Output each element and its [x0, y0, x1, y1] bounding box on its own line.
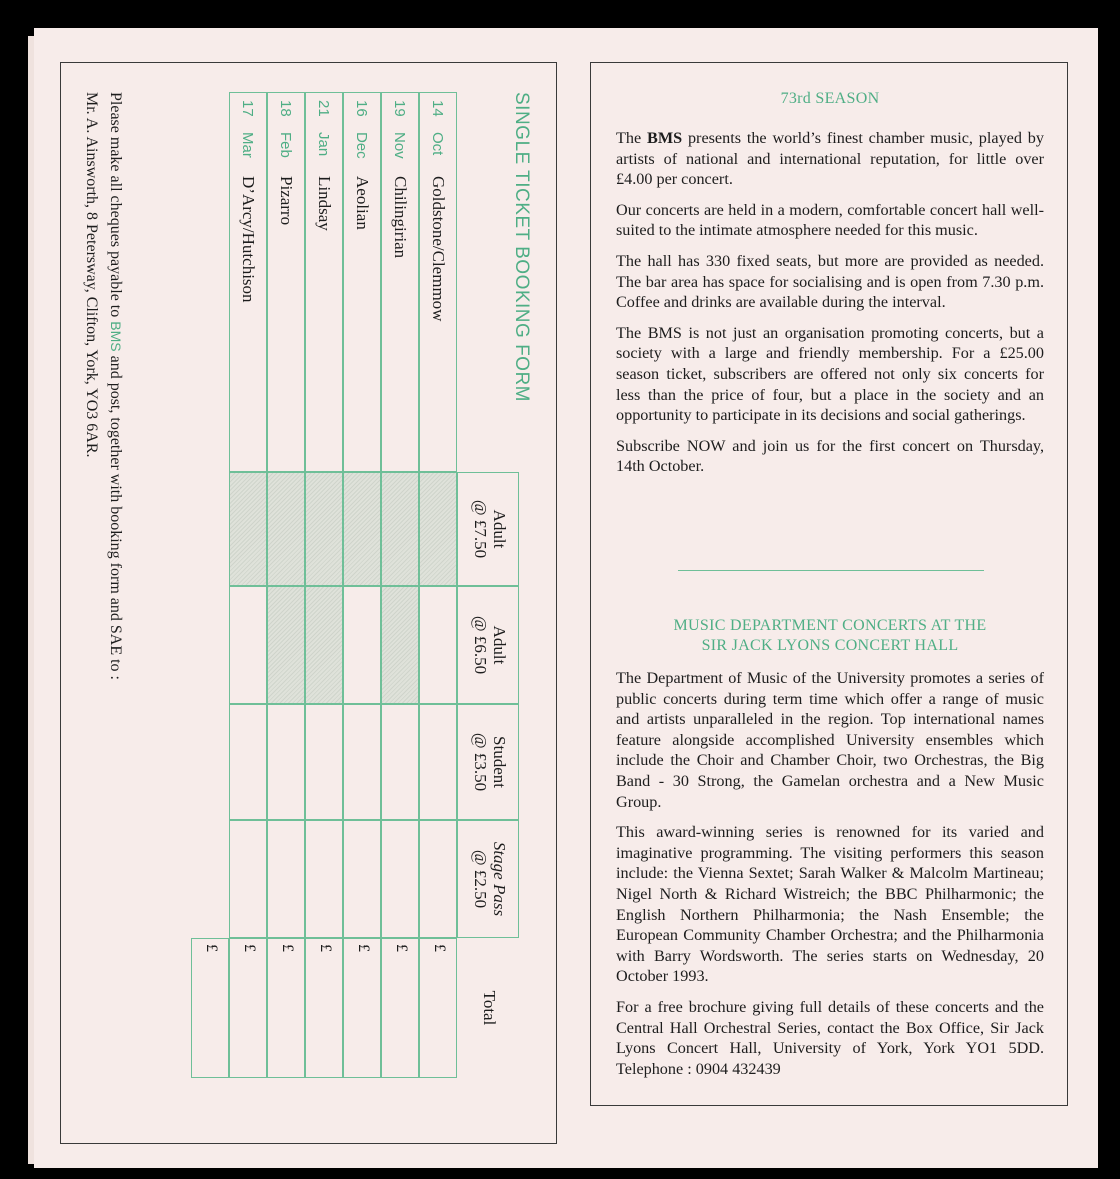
music-dept-heading-line2: SIR JACK LYONS CONCERT HALL — [701, 637, 959, 654]
ticket-quantity-cell — [381, 704, 419, 820]
season-paragraph-5: Subscribe NOW and join us for the first concert on Thursday, 14th October. — [616, 436, 1044, 476]
concert-month: Mar — [239, 132, 256, 158]
concert-month: Nov — [391, 132, 408, 159]
unavailable-price-cell — [381, 586, 419, 704]
ticket-quantity-cell — [305, 820, 343, 938]
ticket-quantity-cell — [343, 704, 381, 820]
ticket-quantity-cell — [229, 586, 267, 704]
concert-month: Feb — [277, 132, 294, 158]
concert-row-label — [352, 100, 372, 230]
concert-performer: Aeolian — [353, 176, 372, 230]
concert-day: 19 — [391, 100, 408, 117]
music-dept-paragraph-2: This award-winning series is renowned for its varied and imaginative programming. The visiting performers this season include: the Vienna Sextet; Sarah Walker & Malcolm Martineau; Nigel North & Richard Wistreich; the BBC Philharmonic; the English Northern Philharmonia; the Nash Ensemble; the European Community Chamber Orchestra; and the Philharmonia with Barry Wordsworth. The series starts on Wednesday, 20 October 1993. — [616, 823, 1044, 986]
total-cell — [305, 938, 343, 1078]
concert-day: 17 — [239, 100, 256, 117]
unavailable-price-cell — [305, 472, 343, 586]
unavailable-price-cell — [305, 586, 343, 704]
grand-total-cell — [191, 938, 229, 1078]
ticket-quantity-cell — [419, 820, 457, 938]
season-paragraph-1: The BMS presents the world’s finest chamber music, played by artists of national and international reputation, for little over £4.00 per concert. — [616, 129, 1044, 189]
price-header: Stage Pass @ £2.50 — [471, 841, 509, 917]
total-header: Total — [480, 990, 499, 1026]
payment-note-line1: Please make all cheques payable to BMS and post, together with booking form and SAE to : — [107, 92, 124, 680]
unavailable-price-cell — [381, 472, 419, 586]
concert-row-label — [314, 100, 334, 231]
ticket-quantity-cell — [343, 586, 381, 704]
concert-performer: Goldstone/Clemmow — [429, 176, 448, 322]
concert-month: Oct — [429, 132, 446, 156]
music-dept-heading — [600, 616, 1060, 656]
season-paragraph-3: The hall has 330 fixed seats, but more are provided as needed. The bar area has space for socialising and is open from 7.30 p.m. Coffee and drinks are available during the interval. — [616, 251, 1044, 312]
concert-performer: Lindsay — [315, 176, 334, 231]
unavailable-price-cell — [229, 472, 267, 586]
total-cell — [381, 938, 419, 1078]
booking-form — [62, 62, 556, 1142]
ticket-quantity-cell — [419, 704, 457, 820]
season-paragraph-2: Our concerts are held in a modern, comfortable concert hall well-suited to the intimate atmosphere needed for this music. — [616, 200, 1044, 240]
ticket-quantity-cell — [381, 820, 419, 938]
music-dept-text — [616, 668, 1044, 1079]
currency-symbol: £ — [317, 944, 334, 952]
price-header: Student @ £3.50 — [471, 732, 509, 792]
unavailable-price-cell — [267, 586, 305, 704]
currency-symbol: £ — [279, 944, 296, 952]
ticket-quantity-cell — [229, 704, 267, 820]
concert-performer: Pizarro — [277, 176, 296, 226]
concert-row-label — [276, 100, 296, 225]
concert-row-label — [428, 100, 448, 321]
concert-day: 14 — [429, 100, 446, 117]
ticket-quantity-cell — [419, 586, 457, 704]
total-cell — [229, 938, 267, 1078]
total-cell — [343, 938, 381, 1078]
unavailable-price-cell — [267, 472, 305, 586]
unavailable-price-cell — [343, 472, 381, 586]
concert-performer: Chilingirian — [391, 176, 410, 259]
currency-symbol: £ — [241, 944, 258, 952]
season-text — [616, 128, 1044, 477]
concert-day: 21 — [315, 100, 332, 117]
concert-row-label — [238, 100, 258, 303]
section-divider — [678, 570, 984, 571]
currency-symbol: £ — [355, 944, 372, 952]
concert-month: Dec — [353, 132, 370, 159]
concert-day: 18 — [277, 100, 294, 117]
total-cell — [267, 938, 305, 1078]
price-header: Adult @ £7.50 — [471, 499, 509, 559]
season-paragraph-4: The BMS is not just an organisation promoting concerts, but a society with a large and friendly membership. For a £25.00 season ticket, subscribers are offered not only six concerts for less than the price of four, but a place in the society and an opportunity to participate in its decisions and social gatherings. — [616, 323, 1044, 425]
form-title: SINGLE TICKET BOOKING FORM — [511, 92, 532, 403]
unavailable-price-cell — [419, 472, 457, 586]
music-dept-paragraph-1: The Department of Music of the University promotes a series of public concerts during term time which offer a range of music and artists unparalleled in the region. Top international names feature alongside accomplished University ensembles which include the Choir and Chamber Choir, two Orchestras, the Big Band - 30 Strong, the Gamelan orchestra and a New Music Group. — [616, 669, 1044, 811]
ticket-quantity-cell — [267, 820, 305, 938]
concert-row-label — [390, 100, 410, 258]
ticket-quantity-cell — [305, 704, 343, 820]
total-cell — [419, 938, 457, 1078]
concert-performer: D’Arcy/Hutchison — [239, 176, 258, 303]
concert-day: 16 — [353, 100, 370, 117]
season-heading: 73rd SEASON — [780, 90, 880, 107]
ticket-quantity-cell — [343, 820, 381, 938]
ticket-quantity-cell — [229, 820, 267, 938]
concert-month: Jan — [315, 132, 332, 157]
currency-symbol: £ — [431, 944, 448, 952]
price-header: Adult @ £6.50 — [471, 615, 509, 675]
payment-address: Mr. A. Ainsworth, 8 Petersway, Clifton, York, YO3 6AR. — [83, 92, 100, 458]
music-dept-heading-line1: MUSIC DEPARTMENT CONCERTS AT THE — [673, 617, 987, 634]
music-dept-paragraph-3: For a free brochure giving full details of these concerts and the Central Hall Orchestral Series, contact the Box Office, Sir Jack Lyons Concert Hall, University of York, York YO1 5DD. Telephone : 0904 432439 — [616, 997, 1044, 1078]
grand-total-currency: £ — [203, 944, 220, 952]
currency-symbol: £ — [393, 944, 410, 952]
ticket-quantity-cell — [267, 704, 305, 820]
